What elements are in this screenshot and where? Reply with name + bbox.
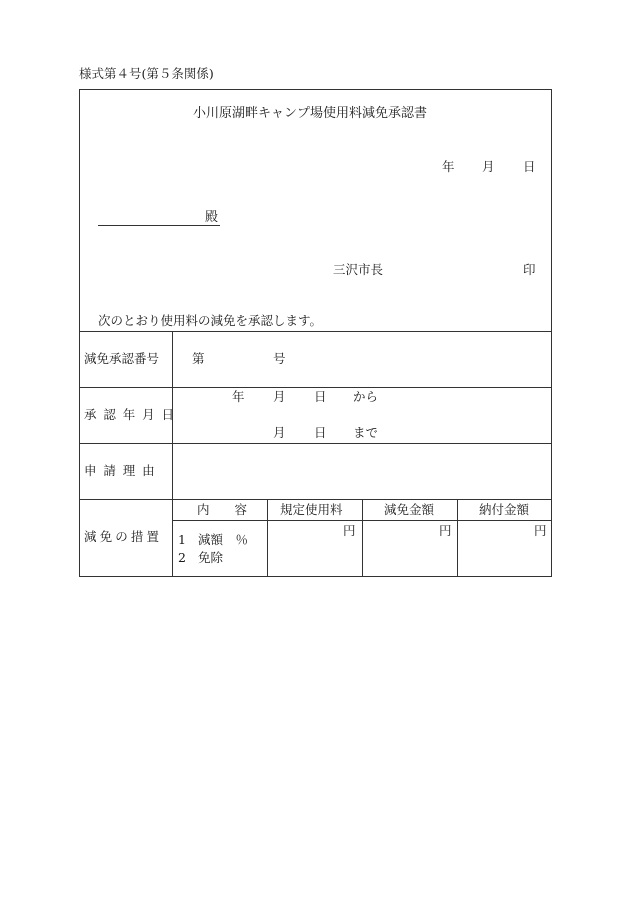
standard-fee-unit: 円 (343, 523, 356, 538)
measure-column-divider (362, 499, 363, 577)
date-row-label: 承認年月日 (84, 407, 181, 422)
measure-row-label: 減免の措置 (84, 529, 163, 544)
row-divider (79, 443, 552, 444)
date-day-label: 日 (523, 159, 536, 174)
document-title: 小川原湖畔キャンプ場使用料減免承認書 (193, 106, 428, 121)
reason-row-label: 申請理由 (84, 463, 162, 478)
to-day: 日 (314, 425, 327, 440)
header-standard-fee: 規定使用料 (280, 502, 343, 517)
reduction-unit: 円 (439, 523, 452, 538)
header-content: 内 容 (197, 502, 248, 517)
number-suffix: 号 (273, 351, 286, 366)
measure-column-divider (457, 499, 458, 577)
option-number: 2 (178, 550, 186, 565)
from-word: から (353, 389, 379, 404)
header-reduction: 減免金額 (384, 502, 435, 517)
to-month: 月 (273, 425, 286, 440)
date-year-label: 年 (442, 159, 455, 174)
addressee-suffix: 殿 (205, 210, 219, 225)
option-text: 減額 ％ (198, 532, 249, 547)
header-payment: 納付金額 (479, 502, 530, 517)
addressee-line (98, 225, 220, 226)
option-text: 免除 (198, 550, 224, 565)
from-day: 日 (314, 389, 327, 404)
row-divider (79, 499, 552, 500)
form-label: 様式第４号(第５条関係) (79, 66, 214, 81)
from-month: 月 (273, 389, 286, 404)
payment-unit: 円 (534, 523, 547, 538)
row-divider (79, 387, 552, 388)
seal-mark: 印 (523, 262, 536, 277)
measure-column-divider (267, 499, 268, 577)
row-divider (79, 331, 552, 332)
issuer-name: 三沢市長 (333, 262, 384, 277)
number-prefix: 第 (192, 351, 205, 366)
label-column-divider (172, 331, 173, 577)
from-year: 年 (232, 389, 245, 404)
to-word: まで (353, 425, 379, 440)
intro-text: 次のとおり使用料の減免を承認します。 (98, 313, 323, 328)
number-row-label: 減免承認番号 (84, 351, 160, 366)
date-month-label: 月 (482, 159, 495, 174)
option-number: 1 (178, 532, 186, 547)
